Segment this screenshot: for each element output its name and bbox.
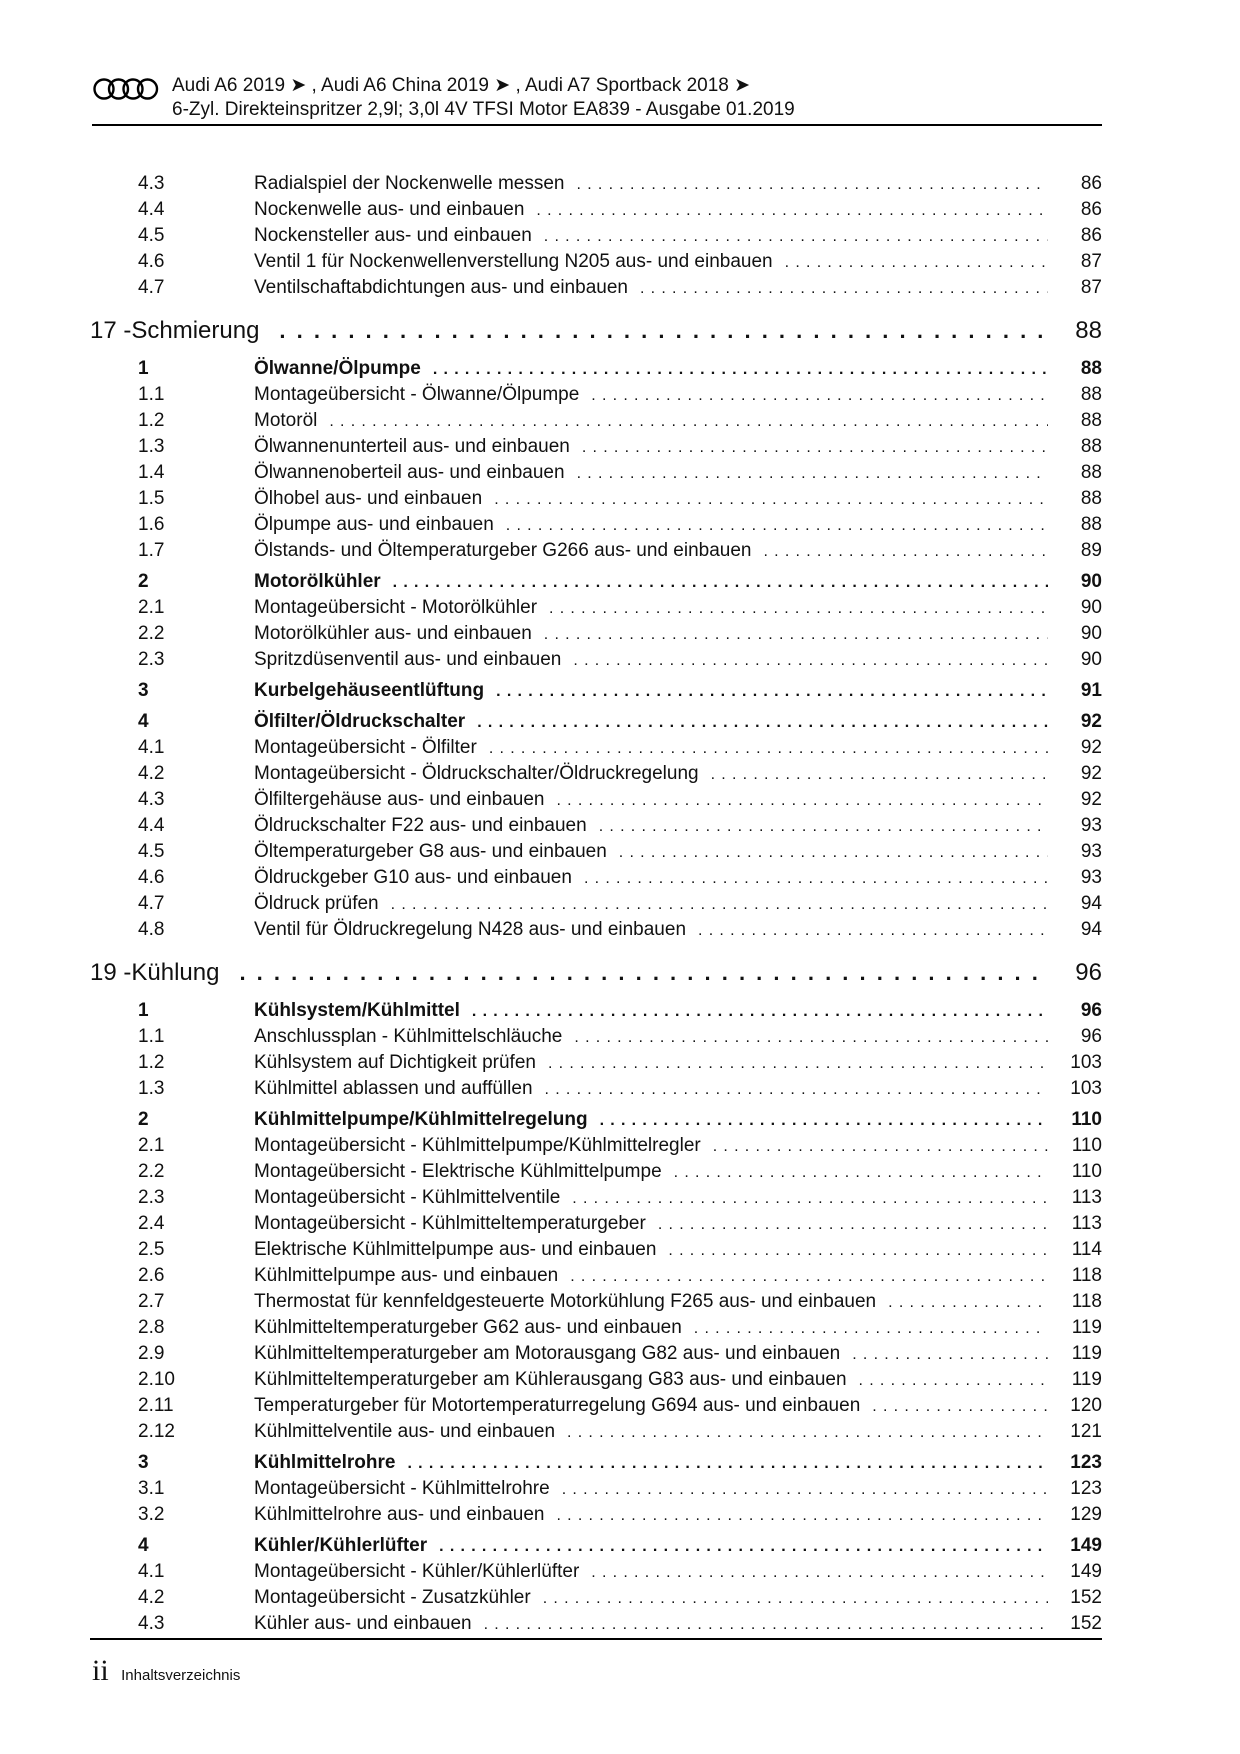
toc-entry-page: 149 xyxy=(1070,1535,1102,1556)
toc-entry-number: 2.3 xyxy=(138,1187,165,1208)
toc-entry-page: 119 xyxy=(1071,1369,1102,1390)
toc-entry-title[interactable]: Montageübersicht - Kühler/Kühlerlüfter xyxy=(254,1561,580,1582)
dot-leader xyxy=(577,465,1048,483)
toc-entry-page: 110 xyxy=(1071,1109,1102,1130)
dot-leader xyxy=(472,1003,1048,1021)
toc-entry-number: 2.5 xyxy=(138,1239,165,1260)
toc-entry[interactable] xyxy=(90,1078,1102,1104)
toc-entry-page: 86 xyxy=(1080,225,1102,246)
toc-entry[interactable] xyxy=(90,1026,1102,1052)
toc-entry-title[interactable]: Öltemperaturgeber G8 aus- und einbauen xyxy=(254,841,607,862)
toc-entry-page: 92 xyxy=(1080,763,1102,784)
toc-entry-page: 92 xyxy=(1080,711,1102,732)
toc-entry-number: 4.1 xyxy=(138,737,165,758)
toc-entry-title[interactable]: Montageübersicht - Kühlmittelventile xyxy=(254,1187,561,1208)
toc-entry-page: 88 xyxy=(1080,462,1102,483)
toc-section[interactable] xyxy=(90,1109,1102,1135)
toc-entry-number: 2.1 xyxy=(138,597,165,618)
toc-entry[interactable] xyxy=(90,1561,1102,1587)
toc-entry-title[interactable]: Montageübersicht - Kühlmitteltemperaturgeber xyxy=(254,1213,646,1234)
dot-leader xyxy=(484,1616,1048,1634)
toc-entry-title[interactable]: Ölstands- und Öltemperaturgeber G266 aus- und einbauen xyxy=(254,540,752,561)
toc-section[interactable] xyxy=(90,358,1102,384)
dot-leader xyxy=(536,202,1048,220)
footer-page-number: ii xyxy=(92,1654,109,1687)
dot-leader xyxy=(859,1372,1048,1390)
dot-leader xyxy=(584,870,1048,888)
toc-entry-page: 96 xyxy=(1080,1000,1102,1021)
toc-entry-number: 2.8 xyxy=(138,1317,165,1338)
toc-entry-page: 90 xyxy=(1080,597,1102,618)
toc-entry-number: 4.3 xyxy=(138,1613,165,1634)
toc-entry-number: 1.1 xyxy=(138,384,165,405)
toc-entry-page: 118 xyxy=(1071,1265,1102,1286)
toc-entry-title[interactable]: Kühlmitteltemperaturgeber am Kühlerausgang G83 aus- und einbauen xyxy=(254,1369,847,1390)
toc-entry-title[interactable]: Kurbelgehäuseentlüftung xyxy=(254,680,485,701)
toc-entry[interactable] xyxy=(90,199,1102,225)
toc-entry-title[interactable]: Öldruckgeber G10 aus- und einbauen xyxy=(254,867,572,888)
toc-entry[interactable] xyxy=(90,1161,1102,1187)
dot-leader xyxy=(548,1055,1048,1073)
toc-entry-number: 1.5 xyxy=(138,488,165,509)
toc-entry[interactable] xyxy=(90,1504,1102,1530)
toc-entry-title[interactable]: Elektrische Kühlmittelpumpe aus- und einbauen xyxy=(254,1239,657,1260)
toc-entry-page: 118 xyxy=(1071,1291,1102,1312)
toc-entry-title[interactable]: Öldruck prüfen xyxy=(254,893,379,914)
toc-entry-number: 2.9 xyxy=(138,1343,165,1364)
toc-entry-number: 4 xyxy=(138,711,149,732)
toc-entry-page: 103 xyxy=(1070,1078,1102,1099)
toc-entry-page: 113 xyxy=(1071,1213,1102,1234)
dot-leader xyxy=(574,1029,1048,1047)
toc-entry-number: 1.7 xyxy=(138,540,165,561)
toc-entry-number: 4.2 xyxy=(138,1587,165,1608)
toc-entry-number: 2.6 xyxy=(138,1265,165,1286)
toc-entry[interactable] xyxy=(90,173,1102,199)
toc-entry-page: 110 xyxy=(1071,1161,1102,1182)
toc-entry[interactable] xyxy=(90,1187,1102,1213)
toc-entry-page: 91 xyxy=(1080,680,1102,701)
footer-divider xyxy=(90,1638,1102,1640)
toc-entry-title[interactable]: Kühlmittelpumpe/Kühlmittelregelung xyxy=(254,1109,588,1130)
toc-section[interactable] xyxy=(90,680,1102,706)
toc-entry-page: 119 xyxy=(1071,1343,1102,1364)
dot-leader xyxy=(619,844,1048,862)
toc-entry[interactable] xyxy=(90,919,1102,945)
toc-entry-page: 96 xyxy=(1080,1026,1102,1047)
page-header xyxy=(92,72,1102,126)
toc-entry[interactable] xyxy=(90,488,1102,514)
toc-entry-title[interactable]: Montageübersicht - Ölwanne/Ölpumpe xyxy=(254,384,580,405)
toc-entry-page: 86 xyxy=(1080,173,1102,194)
toc-entry-title[interactable]: Ölpumpe aus- und einbauen xyxy=(254,514,494,535)
dot-leader xyxy=(567,1424,1048,1442)
toc-entry-title[interactable]: Ölfilter/Öldruckschalter xyxy=(254,711,466,732)
toc-entry-title[interactable]: Kühler aus- und einbauen xyxy=(254,1613,472,1634)
toc-entry[interactable] xyxy=(90,815,1102,841)
toc-entry-number: 4 xyxy=(138,1535,149,1556)
toc-entry-page: 123 xyxy=(1070,1478,1102,1499)
toc-entry-number: 2.3 xyxy=(138,649,165,670)
dot-leader xyxy=(573,652,1048,670)
toc-entry-number: 1 xyxy=(138,1000,149,1021)
toc-entry-number: 1.3 xyxy=(138,1078,165,1099)
dot-leader xyxy=(544,626,1048,644)
toc-entry-number: 4.3 xyxy=(138,789,165,810)
dot-leader xyxy=(494,491,1048,509)
toc-entry[interactable] xyxy=(90,540,1102,566)
toc-entry-page: 149 xyxy=(1070,1561,1102,1582)
toc-entry[interactable] xyxy=(90,1587,1102,1613)
dot-leader xyxy=(506,517,1048,535)
toc-entry-page: 120 xyxy=(1070,1395,1102,1416)
dot-leader xyxy=(393,574,1048,592)
toc-entry-number: 3 xyxy=(138,1452,149,1473)
toc-entry-page: 88 xyxy=(1080,410,1102,431)
dot-leader xyxy=(391,896,1048,914)
header-vehicle-line: Audi A6 2019 ➤ , Audi A6 China 2019 ➤ , Audi A7 Sportback 2018 ➤ xyxy=(172,75,751,96)
toc-entry-number: 1.1 xyxy=(138,1026,165,1047)
toc-entry-page: 90 xyxy=(1080,649,1102,670)
toc-entry-page: 129 xyxy=(1070,1504,1102,1525)
toc-entry-title[interactable]: Montageübersicht - Elektrische Kühlmittelpumpe xyxy=(254,1161,662,1182)
toc-entry[interactable] xyxy=(90,225,1102,251)
toc-entry-page: 92 xyxy=(1080,789,1102,810)
toc-entry[interactable] xyxy=(90,277,1102,303)
toc-entry[interactable] xyxy=(90,1613,1102,1639)
toc-entry-title[interactable]: Kühlsystem auf Dichtigkeit prüfen xyxy=(254,1052,536,1073)
toc-entry[interactable] xyxy=(90,1317,1102,1343)
toc-entry-title[interactable]: Kühlmittelpumpe aus- und einbauen xyxy=(254,1265,559,1286)
dot-leader xyxy=(549,600,1048,618)
toc-entry[interactable] xyxy=(90,597,1102,623)
toc-entry-number: 2.4 xyxy=(138,1213,165,1234)
dot-leader xyxy=(556,1507,1048,1525)
table-of-contents xyxy=(90,173,1102,1639)
toc-entry-title[interactable]: Montageübersicht - Zusatzkühler xyxy=(254,1587,531,1608)
toc-entry-title[interactable]: Kühlsystem/Kühlmittel xyxy=(254,1000,460,1021)
toc-entry-page: 152 xyxy=(1070,1587,1102,1608)
toc-entry-page: 93 xyxy=(1080,867,1102,888)
toc-entry-title[interactable]: Ölfiltergehäuse aus- und einbauen xyxy=(254,789,545,810)
toc-entry-page: 121 xyxy=(1070,1421,1102,1442)
toc-entry-title[interactable]: Ölwannenoberteil aus- und einbauen xyxy=(254,462,565,483)
dot-leader xyxy=(763,543,1048,561)
toc-entry-title[interactable]: Ölwannenunterteil aus- und einbauen xyxy=(254,436,570,457)
toc-entry-title[interactable]: Radialspiel der Nockenwelle messen xyxy=(254,173,565,194)
dot-leader xyxy=(407,1455,1048,1473)
toc-entry[interactable] xyxy=(90,1395,1102,1421)
toc-entry-page: 90 xyxy=(1080,623,1102,644)
toc-entry-page: 93 xyxy=(1080,815,1102,836)
dot-leader xyxy=(562,1481,1048,1499)
toc-entry-number: 1 xyxy=(138,358,149,379)
toc-entry[interactable] xyxy=(90,1135,1102,1161)
toc-entry-number: 3.2 xyxy=(138,1504,165,1525)
toc-entry-page: 94 xyxy=(1080,893,1102,914)
toc-entry-number: 4.4 xyxy=(138,199,165,220)
audi-rings-icon xyxy=(92,77,160,101)
dot-leader xyxy=(713,1138,1048,1156)
dot-leader xyxy=(577,176,1049,194)
toc-entry-page: 87 xyxy=(1080,251,1102,272)
toc-entry[interactable] xyxy=(90,384,1102,410)
toc-entry-page: 88 xyxy=(1080,358,1102,379)
dot-leader xyxy=(711,766,1048,784)
toc-entry-number: 3.1 xyxy=(138,1478,165,1499)
dot-leader xyxy=(544,228,1048,246)
footer-label: Inhaltsverzeichnis xyxy=(121,1667,241,1684)
toc-entry-title[interactable]: Schmierung xyxy=(131,317,260,344)
toc-chapter[interactable] xyxy=(90,309,1102,353)
toc-entry[interactable] xyxy=(90,1369,1102,1395)
toc-entry-number: 1.4 xyxy=(138,462,165,483)
toc-entry[interactable] xyxy=(90,1478,1102,1504)
toc-entry-number: 4.6 xyxy=(138,251,165,272)
toc-entry-number: 2.2 xyxy=(138,623,165,644)
toc-entry[interactable] xyxy=(90,1239,1102,1265)
toc-entry-page: 114 xyxy=(1071,1239,1102,1260)
toc-entry-title[interactable]: Kühlmittelrohre xyxy=(254,1452,396,1473)
toc-entry[interactable] xyxy=(90,1343,1102,1369)
toc-section[interactable] xyxy=(90,1535,1102,1561)
toc-entry-page: 94 xyxy=(1080,919,1102,940)
header-engine-line: 6-Zyl. Direkteinspritzer 2,9l; 3,0l 4V TFSI Motor EA839 - Ausgabe 01.2019 xyxy=(172,99,795,120)
toc-entry[interactable] xyxy=(90,1265,1102,1291)
toc-entry[interactable] xyxy=(90,841,1102,867)
dot-leader xyxy=(570,1268,1048,1286)
toc-entry-title[interactable]: Kühlmitteltemperaturgeber am Motorausgang G82 aus- und einbauen xyxy=(254,1343,841,1364)
toc-entry-page: 103 xyxy=(1070,1052,1102,1073)
toc-entry-page: 88 xyxy=(1080,488,1102,509)
toc-entry-title[interactable]: Ventil für Öldruckregelung N428 aus- und einbauen xyxy=(254,919,687,940)
toc-entry[interactable] xyxy=(90,514,1102,540)
toc-entry-number: 4.4 xyxy=(138,815,165,836)
toc-entry-title[interactable]: Ventil 1 für Nockenwellenverstellung N205 aus- und einbauen xyxy=(254,251,773,272)
toc-entry-title[interactable]: Ölhobel aus- und einbauen xyxy=(254,488,483,509)
toc-entry-number: 2.2 xyxy=(138,1161,165,1182)
toc-entry-title[interactable]: Kühlmittel ablassen und auffüllen xyxy=(254,1078,533,1099)
toc-entry-title[interactable]: Montageübersicht - Kühlmittelrohre xyxy=(254,1478,550,1499)
toc-entry[interactable] xyxy=(90,737,1102,763)
dot-leader xyxy=(543,1590,1048,1608)
dot-leader xyxy=(545,1081,1048,1099)
dot-leader xyxy=(279,318,1050,344)
dot-leader xyxy=(329,413,1048,431)
toc-entry-title[interactable]: Kühlmittelventile aus- und einbauen xyxy=(254,1421,556,1442)
toc-entry-number: 4.7 xyxy=(138,893,165,914)
toc-entry-number: 3 xyxy=(138,680,149,701)
dot-leader xyxy=(433,361,1048,379)
toc-entry[interactable] xyxy=(90,1213,1102,1239)
toc-entry-number: 2.12 xyxy=(138,1421,175,1442)
toc-entry-title[interactable]: Motoröl xyxy=(254,410,318,431)
toc-entry-title[interactable]: Montageübersicht - Motorölkühler xyxy=(254,597,538,618)
dot-leader xyxy=(572,1190,1048,1208)
dot-leader xyxy=(591,1564,1048,1582)
toc-entry[interactable] xyxy=(90,763,1102,789)
toc-entry-number: 2.7 xyxy=(138,1291,165,1312)
toc-entry-page: 88 xyxy=(1080,384,1102,405)
toc-entry-page: 93 xyxy=(1080,841,1102,862)
dot-leader xyxy=(694,1320,1048,1338)
toc-chapter[interactable] xyxy=(90,951,1102,995)
dot-leader xyxy=(852,1346,1048,1364)
toc-entry-number: 4.7 xyxy=(138,277,165,298)
toc-entry-title[interactable]: Temperaturgeber für Motortemperaturregelung G694 aus- und einbauen xyxy=(254,1395,861,1416)
toc-entry-page: 88 xyxy=(1080,436,1102,457)
toc-entry-title[interactable]: Ölwanne/Ölpumpe xyxy=(254,358,421,379)
toc-entry-title[interactable]: Montageübersicht - Ölfilter xyxy=(254,737,477,758)
dot-leader xyxy=(640,280,1048,298)
dot-leader xyxy=(556,792,1048,810)
dot-leader xyxy=(582,439,1048,457)
toc-entry-number: 2.1 xyxy=(138,1135,165,1156)
dot-leader xyxy=(239,960,1050,986)
dot-leader xyxy=(591,387,1048,405)
toc-entry-title[interactable]: Motorölkühler xyxy=(254,571,381,592)
toc-entry-title[interactable]: Kühlung xyxy=(131,959,220,986)
dot-leader xyxy=(674,1164,1048,1182)
toc-entry-title[interactable]: Öldruckschalter F22 aus- und einbauen xyxy=(254,815,587,836)
toc-entry-number: 2.11 xyxy=(138,1395,174,1416)
toc-entry[interactable] xyxy=(90,251,1102,277)
toc-entry-title[interactable]: Nockensteller aus- und einbauen xyxy=(254,225,532,246)
toc-entry-page: 88 xyxy=(1080,514,1102,535)
toc-entry[interactable] xyxy=(90,462,1102,488)
toc-entry-number: 1.2 xyxy=(138,410,165,431)
toc-section[interactable] xyxy=(90,1000,1102,1026)
toc-entry-number: 2 xyxy=(138,571,149,592)
toc-entry-number: 4.3 xyxy=(138,173,165,194)
dot-leader xyxy=(872,1398,1048,1416)
toc-entry-title[interactable]: Nockenwelle aus- und einbauen xyxy=(254,199,525,220)
toc-entry[interactable] xyxy=(90,436,1102,462)
toc-entry-page: 110 xyxy=(1071,1135,1102,1156)
toc-entry[interactable] xyxy=(90,893,1102,919)
dot-leader xyxy=(496,683,1048,701)
toc-entry-number: 1.2 xyxy=(138,1052,165,1073)
toc-entry-title[interactable]: Anschlussplan - Kühlmittelschläuche xyxy=(254,1026,563,1047)
toc-entry-number: 4.5 xyxy=(138,841,165,862)
toc-entry-page: 89 xyxy=(1080,540,1102,561)
dot-leader xyxy=(888,1294,1048,1312)
dot-leader xyxy=(600,1112,1048,1130)
toc-section[interactable] xyxy=(90,571,1102,597)
toc-entry[interactable] xyxy=(90,1052,1102,1078)
toc-entry-number: 4.5 xyxy=(138,225,165,246)
dot-leader xyxy=(439,1538,1048,1556)
toc-entry-page: 92 xyxy=(1080,737,1102,758)
toc-entry-number: 4.2 xyxy=(138,763,165,784)
dot-leader xyxy=(785,254,1048,272)
toc-entry[interactable] xyxy=(90,410,1102,436)
toc-entry[interactable] xyxy=(90,867,1102,893)
toc-entry[interactable] xyxy=(90,1421,1102,1447)
toc-entry-number: 19 - xyxy=(90,959,132,986)
toc-entry-page: 87 xyxy=(1080,277,1102,298)
toc-entry-title[interactable]: Montageübersicht - Öldruckschalter/Öldruckregelung xyxy=(254,763,699,784)
dot-leader xyxy=(658,1216,1048,1234)
dot-leader xyxy=(698,922,1048,940)
toc-entry-number: 4.1 xyxy=(138,1561,165,1582)
dot-leader xyxy=(477,714,1048,732)
toc-entry-title[interactable]: Spritzdüsenventil aus- und einbauen xyxy=(254,649,562,670)
toc-entry-title[interactable]: Montageübersicht - Kühlmittelpumpe/Kühlmittelregler xyxy=(254,1135,701,1156)
dot-leader xyxy=(599,818,1048,836)
toc-entry-number: 4.8 xyxy=(138,919,165,940)
dot-leader xyxy=(489,740,1048,758)
toc-entry-page: 88 xyxy=(1075,317,1102,344)
toc-entry-title[interactable]: Kühler/Kühlerlüfter xyxy=(254,1535,428,1556)
toc-entry-page: 86 xyxy=(1080,199,1102,220)
toc-entry-title[interactable]: Motorölkühler aus- und einbauen xyxy=(254,623,532,644)
toc-section[interactable] xyxy=(90,1452,1102,1478)
toc-entry[interactable] xyxy=(90,649,1102,675)
toc-entry-title[interactable]: Kühlmittelrohre aus- und einbauen xyxy=(254,1504,545,1525)
toc-entry-number: 1.3 xyxy=(138,436,165,457)
toc-entry-number: 2.10 xyxy=(138,1369,175,1390)
toc-entry-number: 2 xyxy=(138,1109,149,1130)
toc-entry[interactable] xyxy=(90,1291,1102,1317)
dot-leader xyxy=(668,1242,1048,1260)
toc-entry-page: 90 xyxy=(1080,571,1102,592)
toc-section[interactable] xyxy=(90,711,1102,737)
toc-entry-page: 152 xyxy=(1070,1613,1102,1634)
toc-entry-title[interactable]: Kühlmitteltemperaturgeber G62 aus- und einbauen xyxy=(254,1317,682,1338)
toc-entry-number: 4.6 xyxy=(138,867,165,888)
toc-entry-page: 96 xyxy=(1075,959,1102,986)
toc-entry-title[interactable]: Thermostat für kennfeldgesteuerte Motorkühlung F265 aus- und einbauen xyxy=(254,1291,877,1312)
toc-entry-page: 123 xyxy=(1070,1452,1102,1473)
toc-entry-number: 1.6 xyxy=(138,514,165,535)
toc-entry-title[interactable]: Ventilschaftabdichtungen aus- und einbauen xyxy=(254,277,628,298)
page-footer xyxy=(92,1654,240,1688)
toc-entry[interactable] xyxy=(90,789,1102,815)
toc-entry-page: 113 xyxy=(1071,1187,1102,1208)
toc-entry-number: 17 - xyxy=(90,317,132,344)
toc-entry-page: 119 xyxy=(1071,1317,1102,1338)
toc-entry[interactable] xyxy=(90,623,1102,649)
